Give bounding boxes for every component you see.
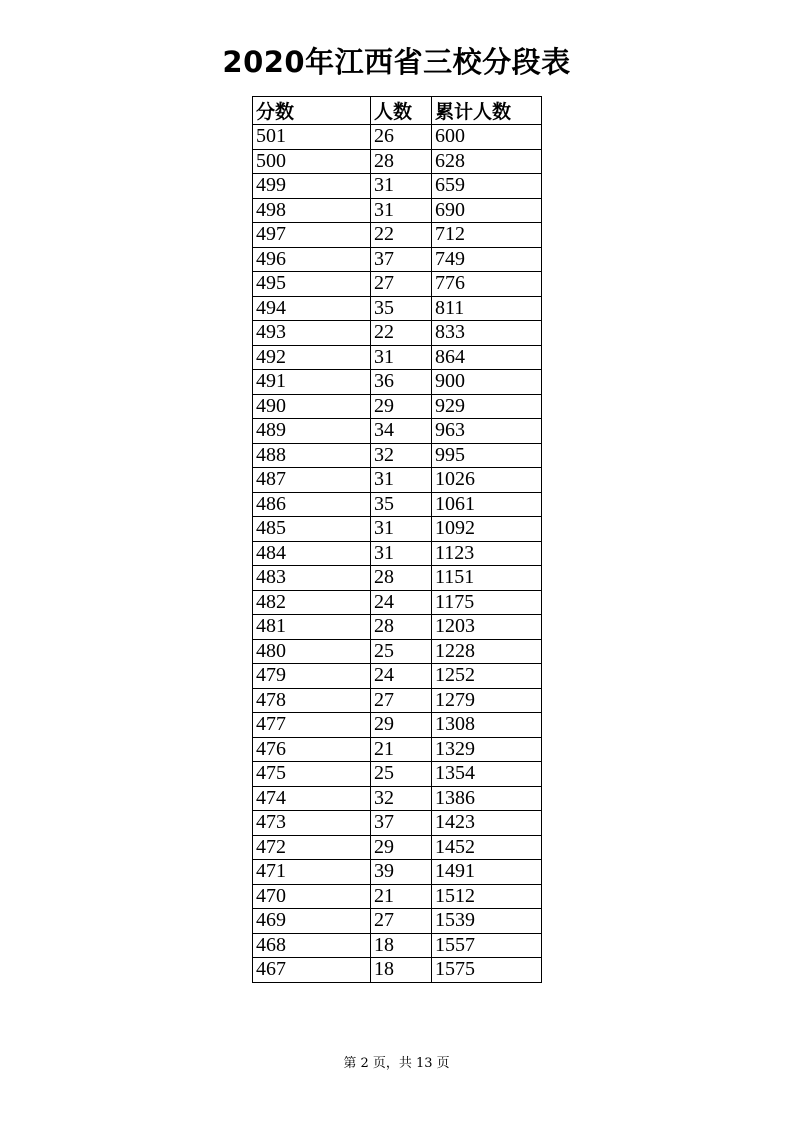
count-cell: 31 bbox=[371, 541, 432, 566]
score-cell: 490 bbox=[253, 394, 371, 419]
count-cell: 31 bbox=[371, 345, 432, 370]
count-cell: 28 bbox=[371, 149, 432, 174]
count-cell: 37 bbox=[371, 247, 432, 272]
score-cell: 473 bbox=[253, 811, 371, 836]
score-cell: 499 bbox=[253, 174, 371, 199]
count-cell: 31 bbox=[371, 517, 432, 542]
table-row bbox=[253, 223, 542, 248]
cumulative-count-cell: 690 bbox=[432, 198, 542, 223]
table-row bbox=[253, 345, 542, 370]
table-row bbox=[253, 394, 542, 419]
count-cell: 25 bbox=[371, 639, 432, 664]
score-cell: 483 bbox=[253, 566, 371, 591]
count-cell: 31 bbox=[371, 174, 432, 199]
table-row bbox=[253, 958, 542, 983]
score-cell: 480 bbox=[253, 639, 371, 664]
score-cell: 486 bbox=[253, 492, 371, 517]
count-cell: 18 bbox=[371, 933, 432, 958]
table-row bbox=[253, 860, 542, 885]
score-cell: 468 bbox=[253, 933, 371, 958]
count-cell: 31 bbox=[371, 468, 432, 493]
count-cell: 18 bbox=[371, 958, 432, 983]
cumulative-count-cell: 929 bbox=[432, 394, 542, 419]
score-cell: 476 bbox=[253, 737, 371, 762]
score-cell: 497 bbox=[253, 223, 371, 248]
header-score: 分数 bbox=[253, 97, 371, 125]
count-cell: 22 bbox=[371, 321, 432, 346]
count-cell: 32 bbox=[371, 786, 432, 811]
count-cell: 27 bbox=[371, 688, 432, 713]
cumulative-count-cell: 1151 bbox=[432, 566, 542, 591]
cumulative-count-cell: 900 bbox=[432, 370, 542, 395]
table-row bbox=[253, 174, 542, 199]
table-row bbox=[253, 149, 542, 174]
score-cell: 484 bbox=[253, 541, 371, 566]
table-row bbox=[253, 639, 542, 664]
cumulative-count-cell: 1386 bbox=[432, 786, 542, 811]
count-cell: 21 bbox=[371, 884, 432, 909]
score-cell: 493 bbox=[253, 321, 371, 346]
cumulative-count-cell: 811 bbox=[432, 296, 542, 321]
table-row bbox=[253, 468, 542, 493]
count-cell: 22 bbox=[371, 223, 432, 248]
score-cell: 489 bbox=[253, 419, 371, 444]
score-cell: 488 bbox=[253, 443, 371, 468]
table-row bbox=[253, 198, 542, 223]
count-cell: 25 bbox=[371, 762, 432, 787]
table-row bbox=[253, 541, 542, 566]
score-cell: 492 bbox=[253, 345, 371, 370]
score-cell: 501 bbox=[253, 125, 371, 150]
table-row bbox=[253, 713, 542, 738]
count-cell: 29 bbox=[371, 394, 432, 419]
cumulative-count-cell: 1491 bbox=[432, 860, 542, 885]
score-cell: 500 bbox=[253, 149, 371, 174]
cumulative-count-cell: 776 bbox=[432, 272, 542, 297]
cumulative-count-cell: 712 bbox=[432, 223, 542, 248]
score-cell: 494 bbox=[253, 296, 371, 321]
table-row bbox=[253, 664, 542, 689]
score-cell: 471 bbox=[253, 860, 371, 885]
cumulative-count-cell: 1279 bbox=[432, 688, 542, 713]
score-cell: 498 bbox=[253, 198, 371, 223]
cumulative-count-cell: 1354 bbox=[432, 762, 542, 787]
table-row bbox=[253, 835, 542, 860]
score-cell: 491 bbox=[253, 370, 371, 395]
count-cell: 29 bbox=[371, 713, 432, 738]
score-cell: 481 bbox=[253, 615, 371, 640]
count-cell: 21 bbox=[371, 737, 432, 762]
table-row bbox=[253, 321, 542, 346]
score-cell: 475 bbox=[253, 762, 371, 787]
count-cell: 35 bbox=[371, 296, 432, 321]
cumulative-count-cell: 600 bbox=[432, 125, 542, 150]
cumulative-count-cell: 1026 bbox=[432, 468, 542, 493]
score-cell: 482 bbox=[253, 590, 371, 615]
count-cell: 27 bbox=[371, 909, 432, 934]
header-count: 人数 bbox=[371, 97, 432, 125]
count-cell: 24 bbox=[371, 664, 432, 689]
page-title: 2020年江西省三校分段表 bbox=[222, 45, 571, 79]
count-cell: 29 bbox=[371, 835, 432, 860]
table-row bbox=[253, 566, 542, 591]
score-cell: 472 bbox=[253, 835, 371, 860]
table-row bbox=[253, 419, 542, 444]
score-cell: 495 bbox=[253, 272, 371, 297]
cumulative-count-cell: 963 bbox=[432, 419, 542, 444]
count-cell: 32 bbox=[371, 443, 432, 468]
count-cell: 28 bbox=[371, 615, 432, 640]
score-cell: 469 bbox=[253, 909, 371, 934]
score-cell: 470 bbox=[253, 884, 371, 909]
table-row bbox=[253, 296, 542, 321]
cumulative-count-cell: 833 bbox=[432, 321, 542, 346]
cumulative-count-cell: 1452 bbox=[432, 835, 542, 860]
table-row bbox=[253, 615, 542, 640]
table-row bbox=[253, 737, 542, 762]
cumulative-count-cell: 864 bbox=[432, 345, 542, 370]
table-row bbox=[253, 492, 542, 517]
table-row bbox=[253, 688, 542, 713]
table-row bbox=[253, 517, 542, 542]
score-cell: 479 bbox=[253, 664, 371, 689]
count-cell: 26 bbox=[371, 125, 432, 150]
table-row bbox=[253, 811, 542, 836]
count-cell: 34 bbox=[371, 419, 432, 444]
cumulative-count-cell: 995 bbox=[432, 443, 542, 468]
table-row bbox=[253, 443, 542, 468]
score-cell: 477 bbox=[253, 713, 371, 738]
count-cell: 24 bbox=[371, 590, 432, 615]
cumulative-count-cell: 1512 bbox=[432, 884, 542, 909]
score-cell: 496 bbox=[253, 247, 371, 272]
cumulative-count-cell: 1423 bbox=[432, 811, 542, 836]
page-footer: 第 2 页，共 13 页 bbox=[343, 1056, 450, 1071]
cumulative-count-cell: 1329 bbox=[432, 737, 542, 762]
count-cell: 27 bbox=[371, 272, 432, 297]
table-row bbox=[253, 125, 542, 150]
score-cell: 485 bbox=[253, 517, 371, 542]
table-row bbox=[253, 247, 542, 272]
count-cell: 28 bbox=[371, 566, 432, 591]
score-cell: 487 bbox=[253, 468, 371, 493]
cumulative-count-cell: 1123 bbox=[432, 541, 542, 566]
cumulative-count-cell: 1175 bbox=[432, 590, 542, 615]
count-cell: 36 bbox=[371, 370, 432, 395]
count-cell: 37 bbox=[371, 811, 432, 836]
cumulative-count-cell: 628 bbox=[432, 149, 542, 174]
header-cumulative-count: 累计人数 bbox=[432, 97, 542, 125]
score-cell: 478 bbox=[253, 688, 371, 713]
table-row bbox=[253, 272, 542, 297]
count-cell: 35 bbox=[371, 492, 432, 517]
cumulative-count-cell: 1308 bbox=[432, 713, 542, 738]
cumulative-count-cell: 1092 bbox=[432, 517, 542, 542]
table-row bbox=[253, 933, 542, 958]
table-body bbox=[253, 125, 542, 983]
score-cell: 467 bbox=[253, 958, 371, 983]
cumulative-count-cell: 1252 bbox=[432, 664, 542, 689]
cumulative-count-cell: 749 bbox=[432, 247, 542, 272]
score-distribution-table bbox=[252, 96, 542, 983]
cumulative-count-cell: 1228 bbox=[432, 639, 542, 664]
table-header-row bbox=[253, 97, 542, 125]
count-cell: 31 bbox=[371, 198, 432, 223]
cumulative-count-cell: 1575 bbox=[432, 958, 542, 983]
table-row bbox=[253, 884, 542, 909]
count-cell: 39 bbox=[371, 860, 432, 885]
score-cell: 474 bbox=[253, 786, 371, 811]
cumulative-count-cell: 1539 bbox=[432, 909, 542, 934]
cumulative-count-cell: 659 bbox=[432, 174, 542, 199]
table-row bbox=[253, 909, 542, 934]
table-row bbox=[253, 370, 542, 395]
table-row bbox=[253, 590, 542, 615]
table-row bbox=[253, 762, 542, 787]
cumulative-count-cell: 1061 bbox=[432, 492, 542, 517]
cumulative-count-cell: 1557 bbox=[432, 933, 542, 958]
cumulative-count-cell: 1203 bbox=[432, 615, 542, 640]
table-row bbox=[253, 786, 542, 811]
